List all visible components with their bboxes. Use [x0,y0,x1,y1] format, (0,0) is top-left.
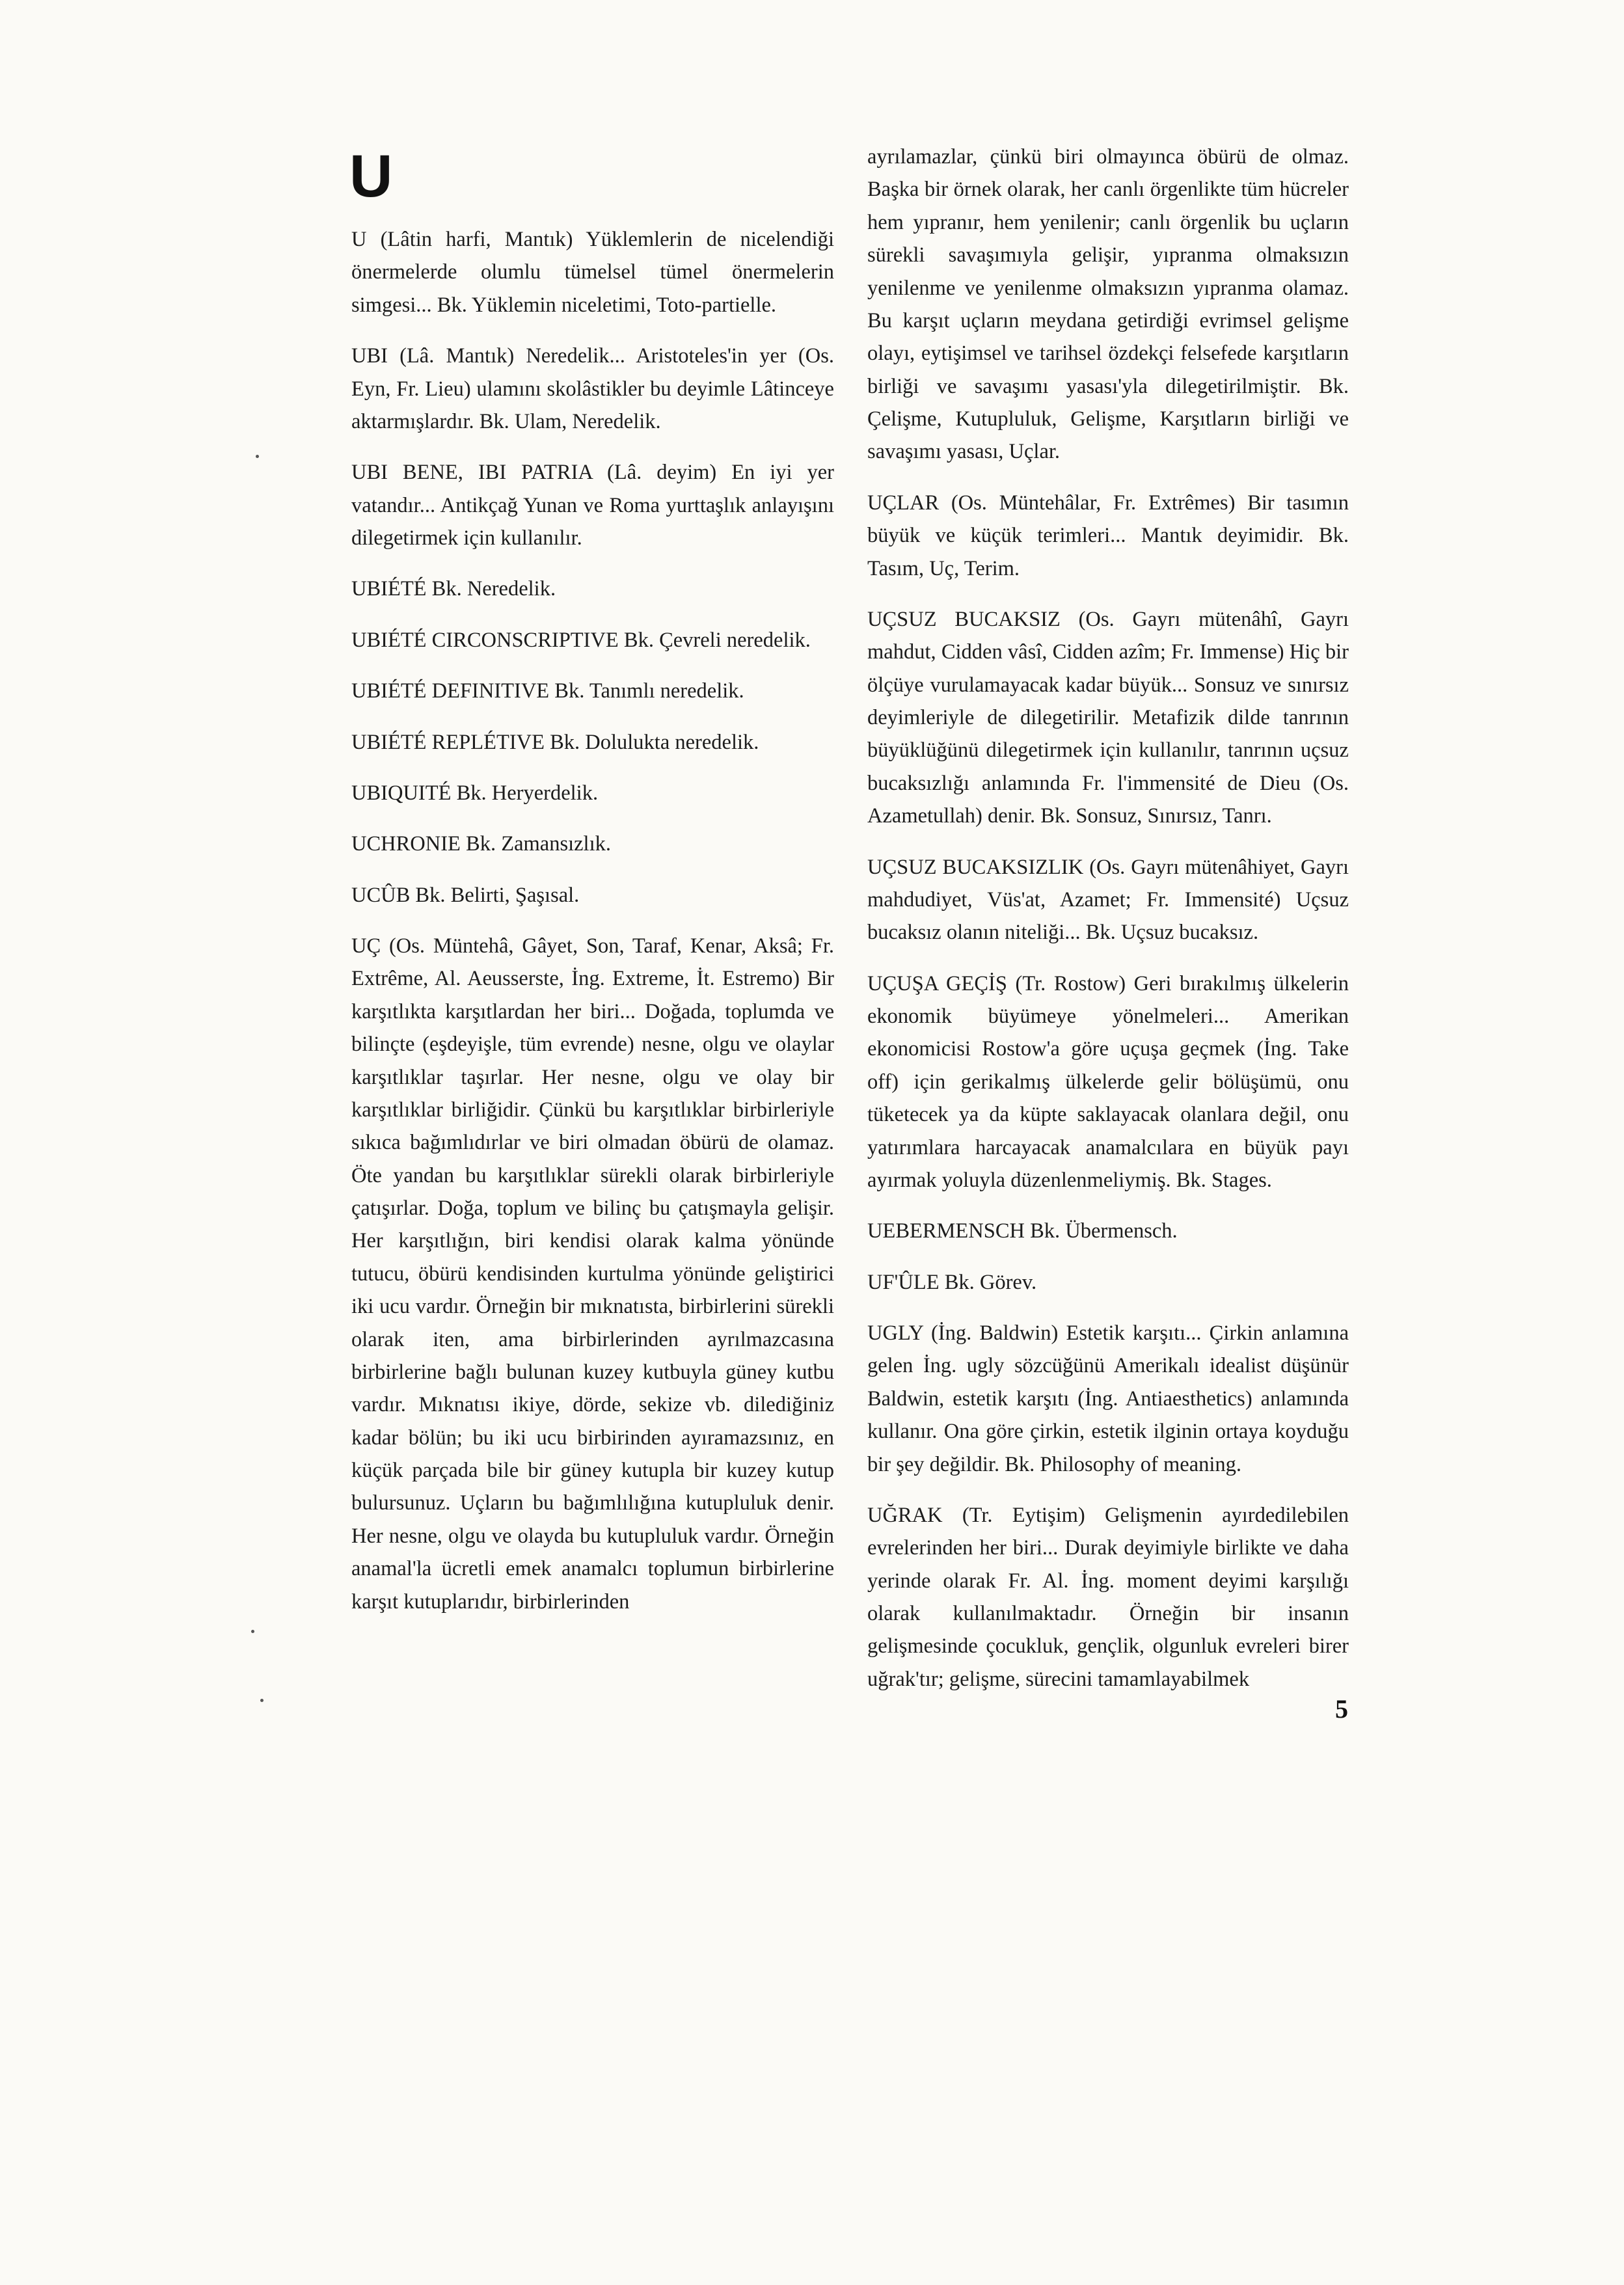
entry-ubi: UBI (Lâ. Mantık) Neredelik... Aristoteles'in yer (Os. Eyn, Fr. Lieu) ulamını skolâstikler bu deyimle Lâtinceye aktarmışlardır. Bk. Ulam, Neredelik. [351,344,834,433]
entry-ubiete-definitive: UBIÉTÉ DEFINITIVE Bk. Tanımlı neredelik. [351,679,744,703]
scan-speck [260,1699,264,1702]
entry-ucsuz-bucaksizlik: UÇSUZ BUCAKSIZLIK (Os. Gayrı mütenâhiyet, Gayrı mahdudiyet, Vüs'at, Azamet; Fr. Immensité) Uçsuz bucaksız olanın niteliği... Bk. Uçsuz bucaksız. [867,855,1349,945]
page-number: 5 [1335,1694,1348,1724]
scan-speck [251,1630,254,1633]
entry-ubiete: UBIÉTÉ Bk. Neredelik. [351,577,556,601]
left-column [351,223,834,1636]
entry-ucusa-gecis: UÇUŞA GEÇİŞ (Tr. Rostow) Geri bırakılmış ülkelerin ekonomik büyümeye yönelmeleri... Amerikan ekonomicisi Rostow'a göre uçuşa geçmek (İng. Take off) için gerikalmış ülkelerde gelir bölüşümü, onu tüketecek ya da küpte saklayacak olanlara değil, onu yatırımlara harcayacak anamalcılara en büyük payı ayırmak yoluyla düzenlenmeliymiş. Bk. Stages. [867,971,1349,1192]
right-column [867,141,1349,1714]
entry-ubi-bene: UBI BENE, IBI PATRIA (Lâ. deyim) En iyi yer vatandır... Antikçağ Yunan ve Roma yurttaşlık anlayışını dilegetirmek için kullanılır. [351,461,834,550]
section-letter: U [349,143,393,210]
entry-ubiete-repletive: UBIÉTÉ REPLÉTIVE Bk. Dolulukta neredelik. [351,730,759,754]
entry-ucub: UCÛB Bk. Belirti, Şaşısal. [351,883,580,907]
entry-ubiquite: UBIQUITÉ Bk. Heryerdelik. [351,781,599,805]
entry-ucsuz-bucaksiz: UÇSUZ BUCAKSIZ (Os. Gayrı mütenâhî, Gayrı mahdut, Cidden vâsî, Cidden azîm; Fr. Immense) Hiç bir ölçüye vurulamayacak kadar büyük... Sonsuz ve sınırsız deyimleriyle de dilegetirilir. Metafizik dilde tanrının büyüklüğünü dilegetirmek için kullanılır, tanrının uçsuz bucaksızlığı anlamında Fr. l'immensité de Dieu (Os. Azametullah) denir. Bk. Sonsuz, Sınırsız, Tanrı. [867,607,1349,828]
entry-u: U (Lâtin harfi, Mantık) Yüklemlerin de nicelendiği önermelerde olumlu tümelsel tümel önermelerin simgesi... Bk. Yüklemin niceletimi, Toto-partielle. [351,228,834,317]
entry-ubiete-circonscriptive: UBIÉTÉ CIRCONSCRIPTIVE Bk. Çevreli neredelik. [351,628,811,652]
entry-uc: UÇ (Os. Müntehâ, Gâyet, Son, Taraf, Kenar, Aksâ; Fr. Extrême, Al. Aeusserste, İng. Extreme, İt. Estremo) Bir karşıtlıkta karşıtlardan her biri... Doğada, toplumda ve bilinçte (eşdeyişle, tüm evrende) nesne, olgu ve olaylar karşıtlıklar taşırlar. Her nesne, olgu ve olay bir karşıtlıklar birliğidir. Çünkü bu karşıtlıklar birbirleriyle sıkıca bağımlıdırlar ve biri olmadan öbürü de olamaz. Öte yandan bu karşıtlıklar sürekli olarak birbirleriyle çatışırlar. Doğa, toplum ve bilinç bu çatışmayla gelişir. Her karşıtlığın, biri kendisi olarak kalma yönünde tutucu, öbürü kendisinden kurtulma yönünde geliştirici iki ucu vardır. Örneğin bir mıknatısta, birbirlerini sürekli olarak iten, ama birbirlerinden ayrılmazcasına birbirlerine bağlı bulunan kuzey kutbuyla güney kutbu vardır. Mıknatısı ikiye, dörde, sekize vb. dilediğiniz kadar bölün; bu iki ucu birbirinden ayıramazsınız, en küçük parçada bile bir güney kutupla bir kuzey kutup bulursunuz. Uçların bu bağımlılığına kutupluluk denir. Her nesne, olgu ve olayda bu kutupluluk vardır. Örneğin anamal'la ücretli emek anamalcı toplumun birbirlerine karşıt kutuplarıdır, birbirlerinden [351,934,834,1614]
entry-ufule: UF'ÛLE Bk. Görev. [867,1270,1037,1294]
entry-ugly: UGLY (İng. Baldwin) Estetik karşıtı... Çirkin anlamına gelen İng. ugly sözcüğünü Amerikalı idealist düşünür Baldwin, estetik karşıtı (İng. Antiaesthetics) anlamında kullanır. Ona göre çirkin, estetik ilginin ortaya koyduğu bir şey değildir. Bk. Philosophy of meaning. [867,1321,1349,1476]
entry-uclar: UÇLAR (Os. Müntehâlar, Fr. Extrêmes) Bir tasımın büyük ve küçük terimleri... Mantık deyimidir. Bk. Tasım, Uç, Terim. [867,491,1349,580]
entry-uc-continued: ayrılamazlar, çünkü biri olmayınca öbürü de olmaz. Başka bir örnek olarak, her canlı örgenlikte tüm hücreler hem yıpranır, hem yenilenir; canlı örgenlik bu uçların sürekli savaşımıyla gelişir, yıpranma olmaksızın yenilenme ve yenilenme olmaksızın yıpranma olamaz. Bu karşıt uçların meydana getirdiği evrimsel gelişme olayı, eytişimsel ve tarihsel özdekçi felsefede karşıtların birliği ve savaşımı yasası'yla dilegetirilmiştir. Bk. Çelişme, Kutupluluk, Gelişme, Karşıtların birliği ve savaşımı yasası, Uçlar. [867,145,1349,464]
scan-speck [256,455,259,458]
entry-ugrak: UĞRAK (Tr. Eytişim) Gelişmenin ayırdedilebilen evrelerinden her biri... Durak deyimiyle birlikte ve daha yerinde olarak Fr. Al. İng. moment deyimi karşılığı olarak kullanılmaktadır. Örneğin bir insanın gelişmesinde çocukluk, gençlik, olgunluk evreleri birer uğrak'tır; gelişme, sürecini tamamlayabilmek [867,1503,1349,1691]
entry-uebermensch: UEBERMENSCH Bk. Übermensch. [867,1219,1178,1243]
entry-uchronie: UCHRONIE Bk. Zamansızlık. [351,832,611,856]
